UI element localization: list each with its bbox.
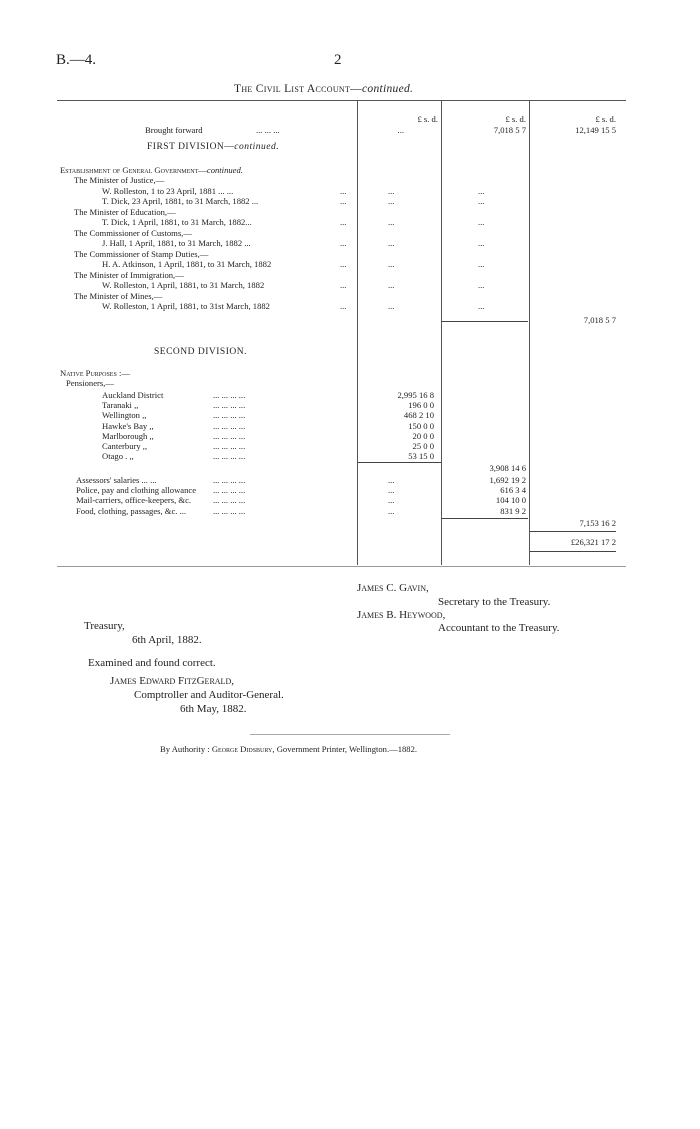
column-divider-1 [357,100,358,565]
expense-name: Assessors' salaries ... ... [76,475,157,485]
pension-amount: 468 2 10 [403,410,434,421]
line-c2: ... [478,280,485,290]
auditor-name: James Edward FitzGerald, [110,675,234,687]
pension-rule [358,462,441,463]
document-reference: B.—4. [56,52,97,68]
auditor-title: Comptroller and Auditor-General. [134,689,284,701]
pension-name: Wellington ,, [102,410,147,421]
pension-dots: ... ... ... ... [213,420,246,431]
pension-name: Auckland District [102,390,164,400]
signatory-gavin: James C. Gavin, [357,582,429,594]
expense-c2: 1,692 19 2 [489,475,526,485]
first-division-line: H. A. Atkinson, 1 April, 1881, to 31 March, 1882 [102,259,272,269]
title-main: The Civil List Account [234,83,351,95]
footer-rule [250,734,450,735]
imprint-printer: George Didsbury, [211,744,275,754]
pension-name: Taranaki ,, [102,400,139,411]
first-division-line: T. Dick, 23 April, 1881, to 31 March, 1882 ... [102,196,259,206]
grand-total-underline [530,551,616,552]
expense-c2: 104 10 0 [495,495,526,506]
pension-amount: 150 0 0 [408,420,434,431]
expense-dots: ... ... ... ... [213,505,246,516]
first-division-suffix: continued. [234,142,280,152]
pension-name: Hawke's Bay ,, [102,420,154,431]
native-purposes-heading: Native Purposes :— [60,368,130,378]
pension-dots: ... ... ... ... [213,400,246,411]
expense-c2: 831 9 2 [500,505,526,516]
pension-name: Marlborough ,, [102,430,154,441]
first-division-rule [442,321,528,322]
signatory-heywood-title: Accountant to the Treasury. [438,622,560,634]
first-division-line: The Commissioner of Customs,— [74,227,192,238]
second-division-total: 7,153 16 2 [579,518,616,528]
treasury-place: Treasury, [84,620,125,632]
line-c2: ... [478,301,485,311]
first-division-line: T. Dick, 1 April, 1881, to 31 March, 1882... [102,217,252,227]
col1-header: £ s. d. [417,114,438,124]
treasury-date: 6th April, 1882. [132,634,202,646]
signatory-heywood: James B. Heywood, [357,609,446,621]
second-division-heading: SECOND DIVISION. [154,347,247,357]
pension-dots: ... ... ... ... [213,451,246,462]
line-c1: ... [388,217,395,227]
establishment-suffix: continued. [206,165,243,175]
imprint-prefix: By Authority : [160,744,210,754]
expense-dots: ... ... ... ... [213,495,246,506]
first-division-line: J. Hall, 1 April, 1881, to 31 March, 1882 ... [102,238,251,248]
line-c2: ... [478,259,485,269]
expense-dots: ... ... ... ... [213,475,246,485]
line-c1: ... [388,280,395,290]
line-c2: ... [478,185,485,196]
page-title: The Civil List Account—continued. [234,83,414,95]
expense-name: Mail-carriers, office-keepers, &c. [76,495,192,506]
grand-total-rule [530,531,616,532]
first-division-line: W. Rolleston, 1 April, 1881, to 31 March, 1882 [102,280,265,290]
first-division-heading [147,142,279,152]
line-c2: ... [478,217,485,227]
column-divider-2 [441,100,442,565]
imprint-suffix: Government Printer, Wellington.—1882. [276,744,418,754]
line-dots: ... [340,185,347,196]
pension-dots: ... ... ... ... [213,430,246,441]
brought-forward-dots: ... ... ... [256,125,280,135]
pension-name: Otago . ,, [102,451,134,462]
pensioners-heading: Pensioners,— [66,378,114,388]
line-c1: ... [388,196,395,206]
first-division-line: W. Rolleston, 1 April, 1881, to 31st March, 1882 [102,301,270,311]
line-dots: ... [340,280,347,290]
line-c1: ... [388,185,395,196]
second-division-rule [442,518,528,519]
title-suffix: continued. [361,83,414,95]
expense-c2: 616 3 4 [500,485,526,496]
first-division-line: The Minister of Mines,— [74,290,163,301]
column-divider-3 [529,100,530,565]
line-dots: ... [340,259,347,269]
first-division-total: 7,018 5 7 [583,315,616,325]
pension-dots: ... ... ... ... [213,410,246,421]
first-division-line: The Minister of Justice,— [74,175,165,185]
examined-statement: Examined and found correct. [88,657,216,669]
line-dots: ... [340,196,347,206]
pension-dots: ... ... ... ... [213,390,246,400]
pension-amount: 196 0 0 [408,400,434,411]
expense-name: Food, clothing, passages, &c. ... [76,505,187,516]
col2-header: £ s. d. [505,114,526,124]
line-c1: ... [388,238,395,248]
auditor-date: 6th May, 1882. [180,703,247,715]
establishment-title: Establishment of General Government— [60,165,207,175]
pension-dots: ... ... ... ... [213,441,246,451]
pension-total: 3,908 14 6 [489,463,526,473]
pension-name: Canterbury ,, [102,441,148,451]
pension-amount: 53 15 0 [408,451,434,462]
brought-forward-c1: ... [397,125,404,135]
pension-amount: 25 0 0 [412,441,434,451]
page-number: 2 [334,52,342,68]
line-dots: ... [340,238,347,248]
line-dots: ... [340,301,347,311]
expense-name: Police, pay and clothing allowance [76,485,197,496]
grand-total: £26,321 17 2 [570,537,616,547]
line-c2: ... [478,196,485,206]
expense-c1: ... [388,475,395,485]
signatory-gavin-title: Secretary to the Treasury. [438,596,551,608]
first-division-line: The Minister of Immigration,— [74,269,184,280]
line-c1: ... [388,301,395,311]
expense-c1: ... [388,485,395,496]
first-division-line: The Commissioner of Stamp Duties,— [74,248,209,259]
pension-amount: 20 0 0 [412,430,434,441]
pension-amount: 2,995 16 8 [397,390,434,400]
line-dots: ... [340,217,347,227]
col3-header: £ s. d. [595,114,616,124]
first-division-title: FIRST DIVISION— [147,142,235,152]
brought-forward-c3: 12,149 15 5 [575,125,616,135]
printer-imprint [160,744,417,754]
expense-c1: ... [388,495,395,506]
brought-forward-c2: 7,018 5 7 [493,125,526,135]
line-c2: ... [478,238,485,248]
first-division-line: W. Rolleston, 1 to 23 April, 1881 ... ... [102,185,234,196]
line-c1: ... [388,259,395,269]
expense-c1: ... [388,505,395,516]
brought-forward-label: Brought forward [145,125,203,135]
expense-dots: ... ... ... ... [213,485,246,496]
first-division-line: The Minister of Education,— [74,206,176,217]
establishment-heading [60,165,243,175]
